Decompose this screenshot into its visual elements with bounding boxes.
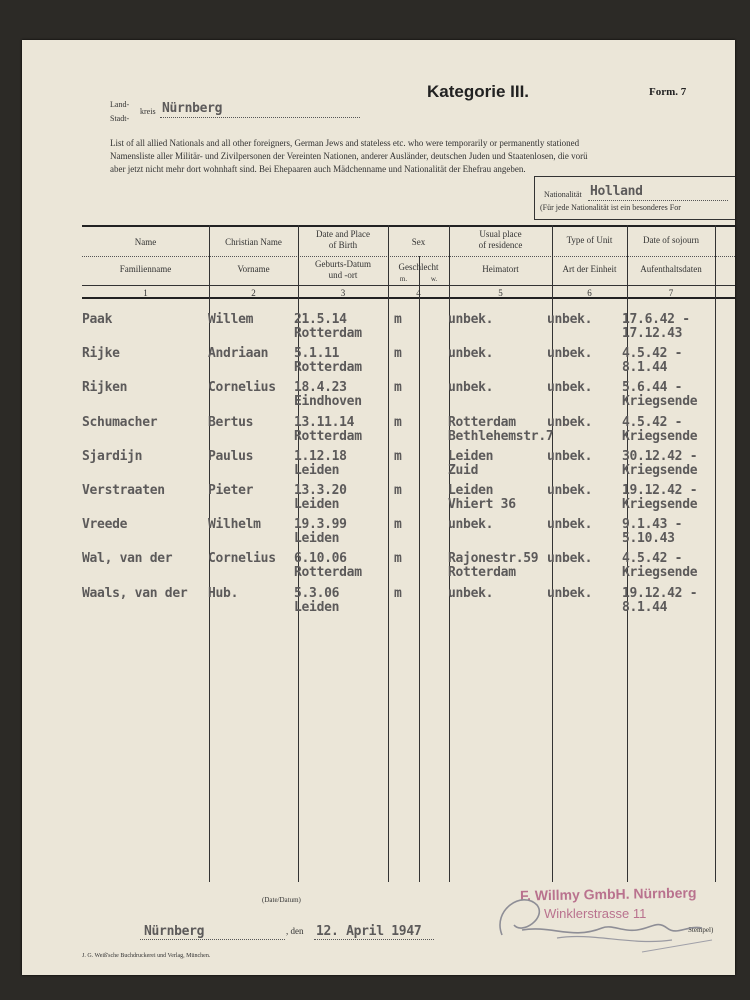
footer-den: , den [286, 926, 304, 936]
cell-first-name: Pieter [208, 483, 254, 498]
col-sex-w: w. [430, 275, 438, 283]
nationality-value: Holland [590, 184, 643, 199]
nationality-label: Nationalität [544, 190, 582, 199]
col-num-1: 1 [143, 288, 148, 298]
cell-sojourn-start: 5.6.44 - [622, 380, 683, 396]
cell-residence-line1: Leiden [448, 483, 494, 498]
cell-unit-type: unbek. [547, 585, 593, 601]
cell-first-name: Cornelius [208, 380, 276, 396]
cell-residence-line2: Rotterdam [448, 565, 516, 581]
place-dotted-line [140, 939, 285, 940]
cell-birth-date: 21.5.14 [294, 312, 347, 327]
table-row [22, 551, 735, 585]
col-birth-de-1: Geburts-Datum [315, 259, 371, 269]
cell-sojourn-end: 17.12.43 [622, 326, 683, 341]
cell-surname: Paak [82, 312, 113, 327]
col-birth-de-2: und -ort [328, 270, 358, 280]
page-title: Kategorie III. [427, 82, 530, 101]
cell-birth-place: Leiden [294, 599, 340, 615]
col-num-2: 2 [251, 288, 256, 298]
land-label: Land- [110, 100, 130, 109]
col-first-en: Christian Name [225, 237, 282, 247]
cell-birth-place: Eindhoven [294, 394, 362, 410]
cell-first-name: Bertus [208, 414, 254, 430]
cell-first-name: Hub. [208, 585, 239, 601]
cell-sex: m [394, 414, 402, 430]
col-name-en: Name [134, 237, 157, 247]
cell-unit-type: unbek. [547, 448, 593, 464]
cell-sojourn-end: Kriegsende [622, 428, 698, 444]
cell-birth-date: 1.12.18 [294, 448, 347, 464]
cell-unit-type: unbek. [547, 414, 593, 430]
cell-sojourn-start: 4.5.42 - [622, 346, 683, 362]
cell-sex: m [394, 448, 402, 464]
printer-imprint: J. G. Weiß'sche Buchdruckerei und Verlag, München. [82, 953, 211, 959]
col-dates-de: Aufenthaltsdaten [640, 264, 702, 274]
cell-birth-date: 18.4.23 [294, 380, 347, 396]
kreis-value: Nürnberg [162, 101, 223, 116]
cell-sex: m [394, 585, 402, 601]
col-unit-de: Art der Einheit [562, 264, 617, 274]
col-dates-en: Date of sojourn [643, 235, 699, 245]
cell-residence-line1: Leiden [448, 448, 494, 464]
cell-sojourn-start: 4.5.42 - [622, 551, 683, 567]
cell-first-name: Paulus [208, 448, 254, 464]
table-row [22, 483, 735, 517]
cell-residence-line1: unbek. [448, 346, 494, 362]
cell-residence-line2: Bethlehemstr.7 [448, 428, 554, 444]
table-row [22, 586, 735, 620]
col-unit-en: Type of Unit [566, 235, 613, 245]
cell-sex: m [394, 346, 402, 362]
cell-surname: Schumacher [82, 414, 158, 430]
cell-sex: m [394, 380, 402, 396]
col-birth-en-2: of Birth [328, 240, 358, 250]
cell-sojourn-start: 19.12.42 - [622, 585, 698, 601]
col-num-5: 5 [498, 288, 503, 298]
stadt-label: Stadt- [110, 114, 130, 123]
col-num-3: 3 [340, 288, 346, 298]
date-dotted-line [314, 939, 434, 940]
col-residence-en-1: Usual place [479, 229, 522, 239]
stamp-label: Stempel) [688, 926, 714, 934]
cell-birth-place: Rotterdam [294, 360, 362, 376]
col-sex-m: m. [399, 275, 408, 283]
col-residence-de: Heimatort [482, 264, 519, 274]
cell-sojourn-end: Kriegsende [622, 462, 698, 478]
cell-sojourn-end: Kriegsende [622, 394, 698, 410]
col-num-4: 4 [416, 288, 421, 298]
cell-surname: Rijke [82, 346, 120, 362]
cell-first-name: Andriaan [208, 346, 269, 362]
cell-sex: m [394, 483, 402, 498]
cell-unit-type: unbek. [547, 312, 593, 327]
cell-sojourn-end: 8.1.44 [622, 599, 668, 615]
cell-birth-date: 5.3.06 [294, 585, 340, 601]
entries-table-body [22, 40, 735, 975]
cell-unit-type: unbek. [547, 346, 593, 362]
date-label: (Date/Datum) [262, 896, 301, 904]
cell-sojourn-start: 19.12.42 - [622, 483, 698, 498]
footer-date: 12. April 1947 [316, 924, 422, 939]
cell-birth-place: Leiden [294, 531, 340, 547]
cell-residence-line2: Vhiert 36 [448, 497, 516, 512]
cell-first-name: Wilhelm [208, 517, 261, 533]
table-row [22, 380, 735, 414]
cell-birth-date: 5.1.11 [294, 346, 340, 362]
col-birth-en-1: Date and Place [316, 229, 370, 239]
cell-unit-type: unbek. [547, 517, 593, 533]
table-row [22, 449, 735, 483]
cell-sex: m [394, 312, 402, 327]
form-sheet [22, 40, 735, 975]
cell-birth-date: 13.3.20 [294, 483, 347, 498]
cell-sojourn-start: 30.12.42 - [622, 448, 698, 464]
company-stamp-line1: F. Willmy GmbH. Nürnberg [519, 884, 697, 904]
cell-residence-line1: Rajonestr.59 [448, 551, 539, 567]
form-number: Form. 7 [649, 86, 687, 98]
col-num-6: 6 [587, 288, 592, 298]
col-sex-de: Geschlecht [398, 262, 439, 272]
handwritten-signature [462, 880, 722, 960]
cell-sex: m [394, 517, 402, 533]
cell-unit-type: unbek. [547, 380, 593, 396]
cell-residence-line1: unbek. [448, 585, 494, 601]
cell-sojourn-end: 5.10.43 [622, 531, 675, 547]
cell-surname: Sjardijn [82, 448, 143, 464]
cell-first-name: Cornelius [208, 551, 276, 567]
cell-birth-place: Rotterdam [294, 326, 362, 341]
nationality-note: (Für jede Nationalität ist ein besonderes For [540, 203, 681, 212]
cell-birth-place: Rotterdam [294, 565, 362, 581]
cell-residence-line1: Rotterdam [448, 414, 516, 430]
cell-sojourn-start: 4.5.42 - [622, 414, 683, 430]
cell-residence-line2: Zuid [448, 462, 479, 478]
cell-surname: Waals, van der [82, 585, 188, 601]
cell-first-name: Willem [208, 312, 254, 327]
cell-sojourn-end: Kriegsende [622, 565, 698, 581]
cell-residence-line1: unbek. [448, 380, 494, 396]
table-row [22, 415, 735, 449]
table-row [22, 312, 735, 346]
kreis-label: kreis [140, 107, 156, 116]
cell-surname: Rijken [82, 380, 128, 396]
cell-sojourn-start: 17.6.42 - [622, 312, 690, 327]
cell-sojourn-end: 8.1.44 [622, 360, 668, 376]
cell-sojourn-end: Kriegsende [622, 497, 698, 512]
cell-surname: Wal, van der [82, 551, 173, 567]
col-residence-en-2: of residence [478, 240, 523, 250]
cell-surname: Vreede [82, 517, 128, 533]
cell-birth-date: 19.3.99 [294, 517, 347, 533]
cell-residence-line1: unbek. [448, 517, 494, 533]
cell-residence-line1: unbek. [448, 312, 494, 327]
cell-birth-date: 13.11.14 [294, 414, 355, 430]
cell-birth-place: Leiden [294, 497, 340, 512]
col-sex-en: Sex [411, 237, 426, 247]
cell-sex: m [394, 551, 402, 567]
col-first-de: Vorname [237, 264, 270, 274]
company-stamp-line2: Winklerstrasse 11 [544, 906, 647, 921]
col-name-de: Familienname [119, 264, 172, 274]
cell-birth-place: Rotterdam [294, 428, 362, 444]
intro-english: List of all allied Nationals and all other foreigners, German Jews and stateless etc. who were temporarily or permanently stationed [110, 138, 580, 148]
cell-birth-place: Leiden [294, 462, 340, 478]
cell-unit-type: unbek. [547, 483, 593, 498]
cell-surname: Verstraaten [82, 483, 165, 498]
intro-german-line2: aber jetzt nicht mehr dort wohnhaft sind. Bei Ehepaaren auch Mädchenname und Nationalität der Ehefrau angeben. [110, 164, 526, 174]
intro-german-line1: Namensliste aller Militär- und Zivilpersonen der Vereinten Nationen, anderer Ausländer, deutschen Juden und Staatenlosen, die vorü [110, 151, 588, 161]
cell-birth-date: 6.10.06 [294, 551, 347, 567]
table-row [22, 346, 735, 380]
cell-unit-type: unbek. [547, 551, 593, 567]
table-row [22, 517, 735, 551]
footer-place: Nürnberg [144, 924, 205, 939]
col-num-7: 7 [668, 288, 674, 298]
cell-sojourn-start: 9.1.43 - [622, 517, 683, 533]
